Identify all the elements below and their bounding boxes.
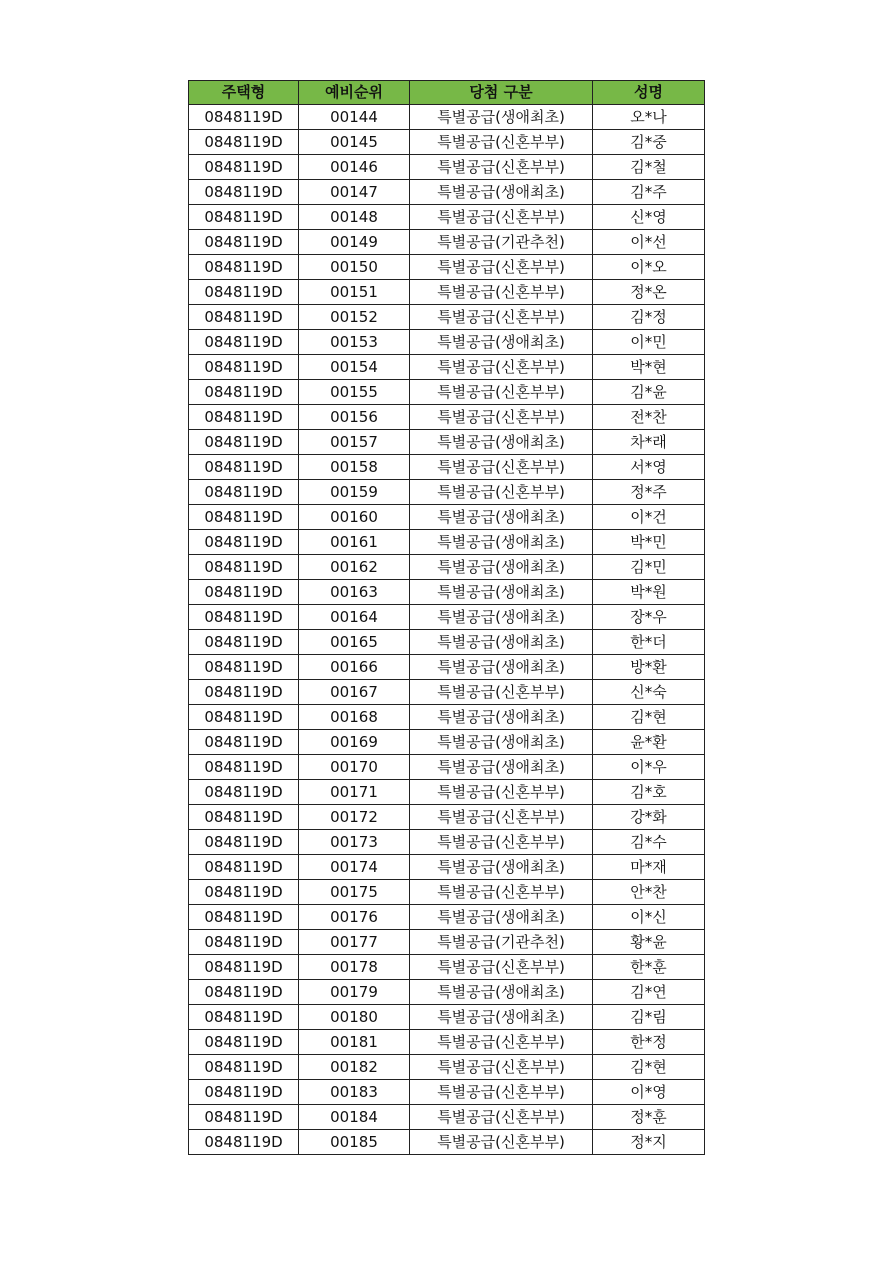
cell-winning-category: 특별공급(신혼부부) — [410, 805, 593, 830]
cell-housing-type: 0848119D — [189, 680, 299, 705]
cell-name: 전*찬 — [593, 405, 705, 430]
table-row — [189, 530, 705, 555]
table-row — [189, 330, 705, 355]
cell-housing-type: 0848119D — [189, 655, 299, 680]
cell-housing-type: 0848119D — [189, 1030, 299, 1055]
cell-reserve-rank: 00172 — [299, 805, 410, 830]
cell-reserve-rank: 00167 — [299, 680, 410, 705]
cell-housing-type: 0848119D — [189, 380, 299, 405]
cell-winning-category: 특별공급(신혼부부) — [410, 255, 593, 280]
cell-reserve-rank: 00159 — [299, 480, 410, 505]
cell-name: 이*선 — [593, 230, 705, 255]
cell-winning-category: 특별공급(생애최초) — [410, 105, 593, 130]
cell-housing-type: 0848119D — [189, 330, 299, 355]
cell-reserve-rank: 00153 — [299, 330, 410, 355]
cell-housing-type: 0848119D — [189, 280, 299, 305]
cell-winning-category: 특별공급(신혼부부) — [410, 1030, 593, 1055]
cell-winning-category: 특별공급(신혼부부) — [410, 1055, 593, 1080]
table-row — [189, 730, 705, 755]
table-row — [189, 830, 705, 855]
cell-housing-type: 0848119D — [189, 530, 299, 555]
cell-winning-category: 특별공급(기관추천) — [410, 230, 593, 255]
cell-housing-type: 0848119D — [189, 780, 299, 805]
cell-name: 차*래 — [593, 430, 705, 455]
table-row — [189, 605, 705, 630]
table-row — [189, 555, 705, 580]
cell-housing-type: 0848119D — [189, 605, 299, 630]
cell-name: 김*철 — [593, 155, 705, 180]
table-row — [189, 1030, 705, 1055]
table-row — [189, 905, 705, 930]
cell-name: 김*중 — [593, 130, 705, 155]
cell-reserve-rank: 00161 — [299, 530, 410, 555]
header-reserve-rank: 예비순위 — [299, 81, 410, 105]
cell-housing-type: 0848119D — [189, 405, 299, 430]
cell-winning-category: 특별공급(생애최초) — [410, 180, 593, 205]
table-row — [189, 980, 705, 1005]
cell-housing-type: 0848119D — [189, 730, 299, 755]
cell-housing-type: 0848119D — [189, 455, 299, 480]
cell-housing-type: 0848119D — [189, 705, 299, 730]
cell-name: 윤*환 — [593, 730, 705, 755]
cell-reserve-rank: 00156 — [299, 405, 410, 430]
cell-winning-category: 특별공급(신혼부부) — [410, 280, 593, 305]
table-row — [189, 380, 705, 405]
table-row — [189, 505, 705, 530]
cell-name: 정*온 — [593, 280, 705, 305]
cell-name: 마*재 — [593, 855, 705, 880]
cell-reserve-rank: 00185 — [299, 1130, 410, 1155]
cell-reserve-rank: 00160 — [299, 505, 410, 530]
cell-winning-category: 특별공급(신혼부부) — [410, 1080, 593, 1105]
cell-reserve-rank: 00168 — [299, 705, 410, 730]
cell-name: 한*더 — [593, 630, 705, 655]
cell-reserve-rank: 00157 — [299, 430, 410, 455]
cell-reserve-rank: 00158 — [299, 455, 410, 480]
cell-name: 한*훈 — [593, 955, 705, 980]
table-row — [189, 855, 705, 880]
cell-winning-category: 특별공급(신혼부부) — [410, 830, 593, 855]
cell-housing-type: 0848119D — [189, 505, 299, 530]
cell-name: 이*민 — [593, 330, 705, 355]
table-row — [189, 355, 705, 380]
cell-winning-category: 특별공급(생애최초) — [410, 505, 593, 530]
cell-reserve-rank: 00180 — [299, 1005, 410, 1030]
table-row — [189, 780, 705, 805]
cell-name: 신*영 — [593, 205, 705, 230]
table-row — [189, 1130, 705, 1155]
table-row — [189, 305, 705, 330]
reserve-winners-table — [188, 80, 705, 1155]
cell-housing-type: 0848119D — [189, 430, 299, 455]
table-row — [189, 880, 705, 905]
cell-housing-type: 0848119D — [189, 355, 299, 380]
cell-reserve-rank: 00154 — [299, 355, 410, 380]
cell-reserve-rank: 00178 — [299, 955, 410, 980]
cell-winning-category: 특별공급(생애최초) — [410, 1005, 593, 1030]
cell-housing-type: 0848119D — [189, 1105, 299, 1130]
cell-winning-category: 특별공급(생애최초) — [410, 580, 593, 605]
table-row — [189, 230, 705, 255]
cell-housing-type: 0848119D — [189, 155, 299, 180]
cell-reserve-rank: 00151 — [299, 280, 410, 305]
table-row — [189, 580, 705, 605]
cell-housing-type: 0848119D — [189, 105, 299, 130]
table-row — [189, 255, 705, 280]
table-row — [189, 955, 705, 980]
cell-reserve-rank: 00152 — [299, 305, 410, 330]
cell-name: 방*환 — [593, 655, 705, 680]
cell-housing-type: 0848119D — [189, 905, 299, 930]
cell-winning-category: 특별공급(신혼부부) — [410, 1105, 593, 1130]
cell-reserve-rank: 00166 — [299, 655, 410, 680]
cell-name: 황*윤 — [593, 930, 705, 955]
table-row — [189, 455, 705, 480]
cell-winning-category: 특별공급(생애최초) — [410, 705, 593, 730]
cell-winning-category: 특별공급(신혼부부) — [410, 155, 593, 180]
cell-reserve-rank: 00175 — [299, 880, 410, 905]
cell-reserve-rank: 00164 — [299, 605, 410, 630]
cell-name: 김*수 — [593, 830, 705, 855]
cell-housing-type: 0848119D — [189, 1005, 299, 1030]
cell-name: 박*현 — [593, 355, 705, 380]
cell-reserve-rank: 00147 — [299, 180, 410, 205]
cell-housing-type: 0848119D — [189, 1080, 299, 1105]
cell-reserve-rank: 00146 — [299, 155, 410, 180]
table-body — [189, 105, 705, 1155]
table-row — [189, 1005, 705, 1030]
cell-housing-type: 0848119D — [189, 980, 299, 1005]
cell-reserve-rank: 00144 — [299, 105, 410, 130]
table-row — [189, 405, 705, 430]
cell-housing-type: 0848119D — [189, 1130, 299, 1155]
cell-winning-category: 특별공급(생애최초) — [410, 605, 593, 630]
cell-winning-category: 특별공급(신혼부부) — [410, 1130, 593, 1155]
cell-reserve-rank: 00163 — [299, 580, 410, 605]
cell-winning-category: 특별공급(생애최초) — [410, 905, 593, 930]
cell-winning-category: 특별공급(생애최초) — [410, 655, 593, 680]
table-row — [189, 480, 705, 505]
cell-name: 김*연 — [593, 980, 705, 1005]
cell-name: 이*건 — [593, 505, 705, 530]
cell-winning-category: 특별공급(생애최초) — [410, 555, 593, 580]
cell-winning-category: 특별공급(생애최초) — [410, 530, 593, 555]
table-row — [189, 180, 705, 205]
cell-housing-type: 0848119D — [189, 630, 299, 655]
cell-name: 김*윤 — [593, 380, 705, 405]
cell-reserve-rank: 00173 — [299, 830, 410, 855]
cell-winning-category: 특별공급(생애최초) — [410, 330, 593, 355]
cell-name: 신*숙 — [593, 680, 705, 705]
cell-winning-category: 특별공급(신혼부부) — [410, 205, 593, 230]
cell-name: 김*현 — [593, 1055, 705, 1080]
table-row — [189, 755, 705, 780]
cell-winning-category: 특별공급(생애최초) — [410, 755, 593, 780]
cell-name: 박*원 — [593, 580, 705, 605]
cell-housing-type: 0848119D — [189, 805, 299, 830]
cell-name: 오*나 — [593, 105, 705, 130]
cell-housing-type: 0848119D — [189, 130, 299, 155]
table-row — [189, 680, 705, 705]
cell-name: 김*호 — [593, 780, 705, 805]
cell-name: 김*림 — [593, 1005, 705, 1030]
table-row — [189, 705, 705, 730]
cell-housing-type: 0848119D — [189, 480, 299, 505]
cell-winning-category: 특별공급(신혼부부) — [410, 680, 593, 705]
table-row — [189, 105, 705, 130]
header-housing-type: 주택형 — [189, 81, 299, 105]
cell-reserve-rank: 00176 — [299, 905, 410, 930]
table-row — [189, 1105, 705, 1130]
cell-housing-type: 0848119D — [189, 1055, 299, 1080]
cell-winning-category: 특별공급(신혼부부) — [410, 480, 593, 505]
cell-winning-category: 특별공급(생애최초) — [410, 630, 593, 655]
cell-housing-type: 0848119D — [189, 205, 299, 230]
cell-reserve-rank: 00184 — [299, 1105, 410, 1130]
cell-winning-category: 특별공급(생애최초) — [410, 980, 593, 1005]
cell-reserve-rank: 00148 — [299, 205, 410, 230]
cell-name: 박*민 — [593, 530, 705, 555]
cell-reserve-rank: 00149 — [299, 230, 410, 255]
table-row — [189, 280, 705, 305]
cell-reserve-rank: 00170 — [299, 755, 410, 780]
cell-winning-category: 특별공급(신혼부부) — [410, 355, 593, 380]
cell-winning-category: 특별공급(신혼부부) — [410, 455, 593, 480]
header-row — [189, 81, 705, 105]
cell-reserve-rank: 00181 — [299, 1030, 410, 1055]
cell-housing-type: 0848119D — [189, 855, 299, 880]
cell-housing-type: 0848119D — [189, 255, 299, 280]
cell-name: 이*우 — [593, 755, 705, 780]
table-row — [189, 205, 705, 230]
table-row — [189, 155, 705, 180]
cell-reserve-rank: 00174 — [299, 855, 410, 880]
cell-winning-category: 특별공급(기관추천) — [410, 930, 593, 955]
cell-housing-type: 0848119D — [189, 305, 299, 330]
cell-name: 강*화 — [593, 805, 705, 830]
cell-name: 이*영 — [593, 1080, 705, 1105]
cell-reserve-rank: 00150 — [299, 255, 410, 280]
cell-reserve-rank: 00182 — [299, 1055, 410, 1080]
cell-winning-category: 특별공급(생애최초) — [410, 855, 593, 880]
cell-housing-type: 0848119D — [189, 930, 299, 955]
cell-housing-type: 0848119D — [189, 830, 299, 855]
cell-winning-category: 특별공급(신혼부부) — [410, 405, 593, 430]
cell-name: 김*정 — [593, 305, 705, 330]
table-header — [189, 81, 705, 105]
cell-name: 장*우 — [593, 605, 705, 630]
cell-winning-category: 특별공급(신혼부부) — [410, 955, 593, 980]
cell-name: 안*찬 — [593, 880, 705, 905]
cell-housing-type: 0848119D — [189, 180, 299, 205]
header-winning-category: 당첨 구분 — [410, 81, 593, 105]
cell-reserve-rank: 00165 — [299, 630, 410, 655]
cell-winning-category: 특별공급(신혼부부) — [410, 880, 593, 905]
table-row — [189, 630, 705, 655]
table-row — [189, 655, 705, 680]
cell-winning-category: 특별공급(생애최초) — [410, 730, 593, 755]
cell-name: 정*훈 — [593, 1105, 705, 1130]
cell-reserve-rank: 00162 — [299, 555, 410, 580]
cell-reserve-rank: 00169 — [299, 730, 410, 755]
cell-housing-type: 0848119D — [189, 955, 299, 980]
cell-reserve-rank: 00183 — [299, 1080, 410, 1105]
cell-name: 김*주 — [593, 180, 705, 205]
cell-housing-type: 0848119D — [189, 230, 299, 255]
cell-reserve-rank: 00179 — [299, 980, 410, 1005]
cell-name: 한*정 — [593, 1030, 705, 1055]
cell-housing-type: 0848119D — [189, 580, 299, 605]
cell-name: 김*현 — [593, 705, 705, 730]
cell-reserve-rank: 00155 — [299, 380, 410, 405]
cell-name: 정*주 — [593, 480, 705, 505]
table-row — [189, 1080, 705, 1105]
cell-housing-type: 0848119D — [189, 880, 299, 905]
cell-winning-category: 특별공급(신혼부부) — [410, 780, 593, 805]
cell-winning-category: 특별공급(신혼부부) — [410, 305, 593, 330]
table-row — [189, 430, 705, 455]
cell-name: 서*영 — [593, 455, 705, 480]
table-row — [189, 930, 705, 955]
cell-name: 김*민 — [593, 555, 705, 580]
table-row — [189, 130, 705, 155]
cell-reserve-rank: 00145 — [299, 130, 410, 155]
cell-housing-type: 0848119D — [189, 755, 299, 780]
cell-reserve-rank: 00171 — [299, 780, 410, 805]
cell-winning-category: 특별공급(생애최초) — [410, 430, 593, 455]
table-row — [189, 1055, 705, 1080]
cell-reserve-rank: 00177 — [299, 930, 410, 955]
cell-name: 이*신 — [593, 905, 705, 930]
cell-name: 이*오 — [593, 255, 705, 280]
cell-housing-type: 0848119D — [189, 555, 299, 580]
cell-winning-category: 특별공급(신혼부부) — [410, 380, 593, 405]
cell-name: 정*지 — [593, 1130, 705, 1155]
cell-winning-category: 특별공급(신혼부부) — [410, 130, 593, 155]
table-row — [189, 805, 705, 830]
header-name: 성명 — [593, 81, 705, 105]
